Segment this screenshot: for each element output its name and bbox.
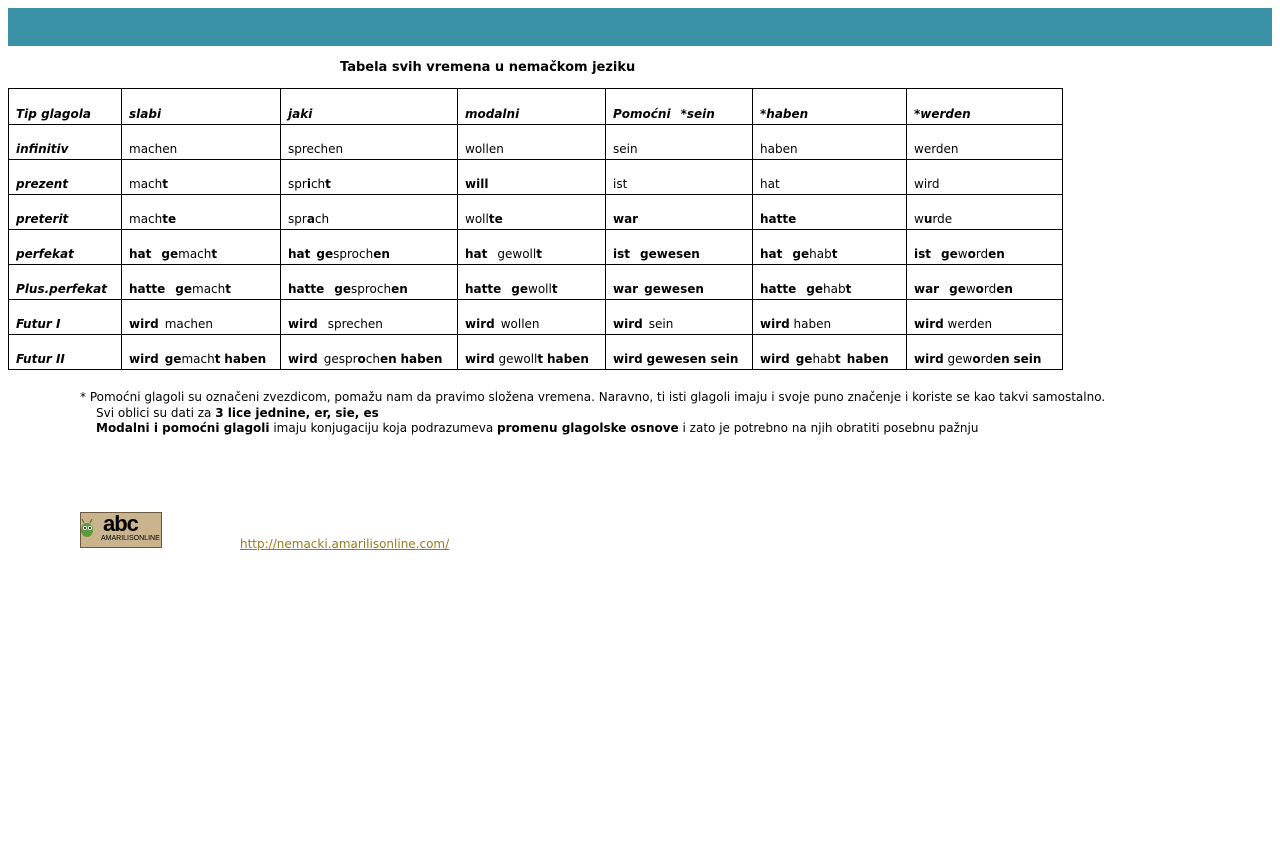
table-cell: ist [606,160,753,195]
table-cell: hat gehabt [753,230,907,265]
table-cell: wird sprechen [281,300,458,335]
table-cell: sprach [281,195,458,230]
header-cell: Tip glagola [9,89,122,125]
header-cell: Pomoćni *sein [606,89,753,125]
row-label: Plus.perfekat [9,265,122,300]
table-cell: hatte gewollt [458,265,606,300]
table-cell: hat [753,160,907,195]
row-label: perfekat [9,230,122,265]
table-cell: wollen [458,125,606,160]
table-cell: wird gehabt haben [753,335,907,370]
header-bar [8,8,1272,46]
row-label: prezent [9,160,122,195]
table-cell: wird sein [606,300,753,335]
table-cell: machen [122,125,281,160]
table-cell: hat gemacht [122,230,281,265]
footnote-line: Modalni i pomoćni glagoli imaju konjugaciju koja podrazumeva promenu glagolske osnove i zato je potrebno na njih obratiti posebnu pažnju [96,421,979,435]
table-cell: hatte gemacht [122,265,281,300]
table-row [9,125,1063,160]
table-row [9,160,1063,195]
website-link[interactable]: http://nemacki.amarilisonline.com/ [240,537,450,551]
page-title: Tabela svih vremena u nemačkom jeziku [340,60,636,75]
row-label: Futur I [9,300,122,335]
table-cell: wird geworden sein [907,335,1063,370]
footnote-line: Svi oblici su dati za 3 lice jednine, er, sie, es [96,405,379,420]
header-cell: *werden [907,89,1063,125]
table-cell: will [458,160,606,195]
row-label: Futur II [9,335,122,370]
table-cell: war geworden [907,265,1063,300]
table-cell: wurde [907,195,1063,230]
bug-mascot-icon [79,519,95,539]
footnote [80,390,1105,437]
logo-text: abc [103,511,138,536]
header-cell: jaki [281,89,458,125]
header-cell: *haben [753,89,907,125]
table-cell: hatte gehabt [753,265,907,300]
table-cell: war [606,195,753,230]
table-row [9,230,1063,265]
header-cell: slabi [122,89,281,125]
table-cell: wird gesprochen haben [281,335,458,370]
logo-subtext: AMARILISONLINE [101,535,160,542]
header-cell: modalni [458,89,606,125]
table-cell: wird gewollt haben [458,335,606,370]
table-cell: sein [606,125,753,160]
table-cell: machte [122,195,281,230]
table-cell: wird wollen [458,300,606,335]
table-cell: wird gemacht haben [122,335,281,370]
table-cell: hatte [753,195,907,230]
table-cell: hat gewollt [458,230,606,265]
table-cell: hat gesprochen [281,230,458,265]
table-cell: sprechen [281,125,458,160]
site-logo[interactable] [80,512,162,548]
table-cell: wird gewesen sein [606,335,753,370]
table-cell: wird werden [907,300,1063,335]
table-row [9,195,1063,230]
table-row [9,335,1063,370]
table-cell: ist gewesen [606,230,753,265]
table-cell: haben [753,125,907,160]
table-row [9,300,1063,335]
table-row [9,265,1063,300]
table-cell: spricht [281,160,458,195]
table-cell: werden [907,125,1063,160]
row-label: preterit [9,195,122,230]
verb-tense-table [8,88,1063,370]
table-cell: wollte [458,195,606,230]
table-cell: wird machen [122,300,281,335]
table-cell: hatte gesprochen [281,265,458,300]
row-label: infinitiv [9,125,122,160]
table-cell: war gewesen [606,265,753,300]
footnote-line: * Pomoćni glagoli su označeni zvezdicom, pomažu nam da pravimo složena vremena. Naravno, ti isti glagoli imaju i svoje puno značenje i koriste se kao takvi samostalno. [80,390,1106,404]
table-cell: macht [122,160,281,195]
table-header-row [9,89,1063,125]
table-cell: wird [907,160,1063,195]
table-cell: wird haben [753,300,907,335]
table-cell: ist geworden [907,230,1063,265]
